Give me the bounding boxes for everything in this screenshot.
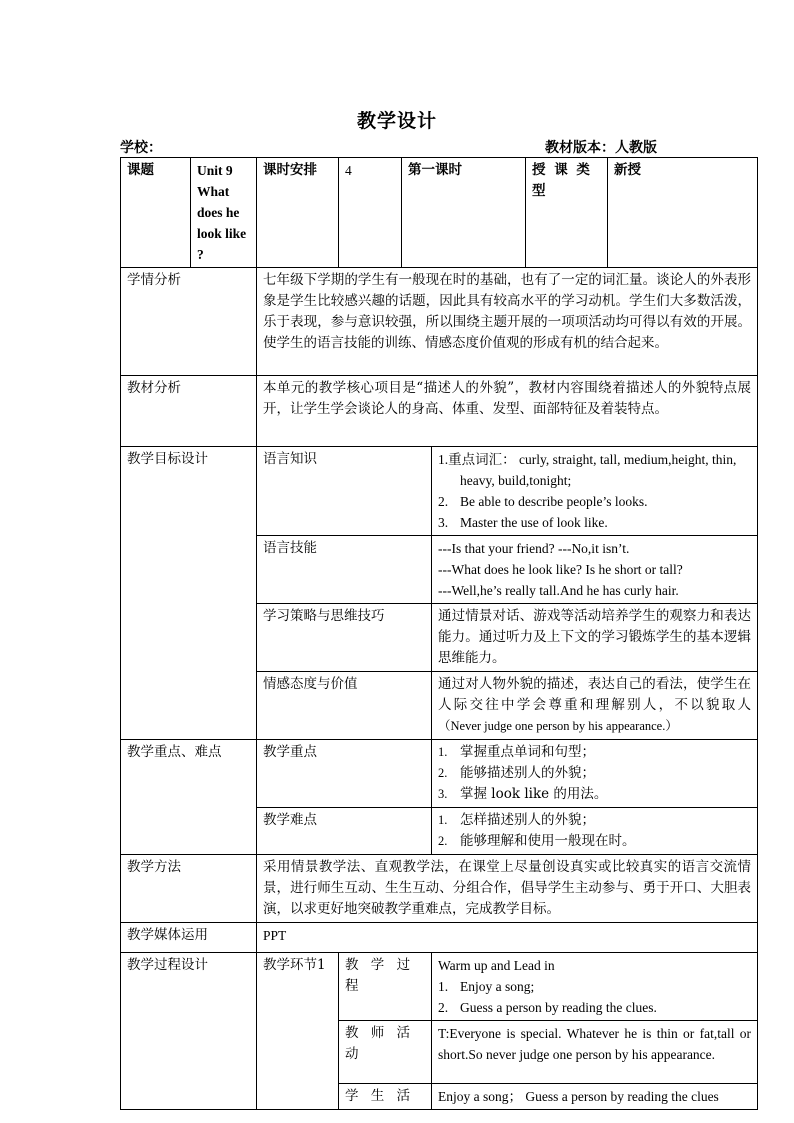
emotion-text-en: （Never judge one person by his appearance.）	[438, 719, 678, 733]
step-title: Warm up and Lead in	[438, 958, 555, 973]
edition-label: 教材版本：人教版	[545, 140, 657, 156]
student-analysis-label: 学情分析	[121, 268, 257, 376]
process-label: 教学过程设计	[121, 953, 257, 1110]
method-label: 教学方法	[121, 855, 257, 923]
teacher-activity-label: 教 师 活动	[339, 1021, 432, 1084]
skill-cell	[432, 536, 758, 604]
topic-value: Unit 9 What does he look like ?	[191, 158, 257, 268]
header-row	[121, 158, 758, 268]
type-value: 新授	[608, 158, 758, 268]
lesson-plan-table	[120, 157, 758, 1110]
skill-label: 语言技能	[257, 536, 432, 604]
knowledge-item: 1.重点词汇： curly, straight, tall, medium,height, thin, heavy, build,tonight;	[438, 452, 737, 488]
material-analysis-text: 本单元的教学核心项目是“描述人的外貌”，教材内容围绕着描述人的外貌特点展开，让学生学会谈论人的身高、体重、发型、面部特征及着装特点。	[257, 376, 758, 447]
school-label: 学校：	[120, 140, 162, 156]
key-cell	[432, 740, 758, 808]
key-item: 3. 掌握 look like 的用法。	[438, 786, 608, 802]
emotion-text: 通过对人物外貌的描述，表达自己的看法，使学生在人际交往中学会尊重和理解别人，不以貌取人	[438, 676, 751, 713]
goals-label: 教学目标设计	[121, 447, 257, 740]
skill-line: ---Well,he’s really tall.And he has curly hair.	[438, 583, 679, 598]
step-item: 1. Enjoy a song;	[438, 979, 535, 994]
stage-label: 教学环节1	[257, 953, 339, 1110]
media-value: PPT	[257, 923, 758, 953]
key-point-row	[121, 740, 758, 808]
method-text: 采用情景教学法、直观教学法，在课堂上尽量创设真实或比较真实的语言交流情景，进行师生互动、生生互动、分组合作，倡导学生主动参与、勇于开口、大胆表演，以求更好地突破教学重难点，完成教学目标。	[257, 855, 758, 923]
strategy-label: 学习策略与思维技巧	[257, 604, 432, 672]
knowledge-cell	[432, 447, 758, 536]
goal-knowledge-row	[121, 447, 758, 536]
key-label: 教学重点	[257, 740, 432, 808]
emotion-label: 情感态度与价值	[257, 672, 432, 740]
difficult-item: 1. 怎样描述别人的外貌；	[438, 812, 595, 828]
strategy-text: 通过情景对话、游戏等活动培养学生的观察力和表达能力。通过听力及上下文的学习锻炼学生的基本逻辑思维能力。	[432, 604, 758, 672]
step-item: 2. Guess a person by reading the clues.	[438, 1000, 657, 1015]
type-label: 授 课 类型	[526, 158, 608, 268]
schedule-label: 课时安排	[257, 158, 339, 268]
step-cell	[432, 953, 758, 1021]
student-activity-label: 学 生 活	[339, 1084, 432, 1110]
key-item: 1. 掌握重点单词和句型；	[438, 744, 595, 760]
process-step-row	[121, 953, 758, 1021]
media-label: 教学媒体运用	[121, 923, 257, 953]
emotion-cell	[432, 672, 758, 740]
key-item: 2. 能够描述别人的外貌；	[438, 765, 595, 781]
skill-line: ---What does he look like? Is he short or tall?	[438, 562, 683, 577]
topic-label: 课题	[121, 158, 191, 268]
lesson-label: 第一课时	[402, 158, 526, 268]
student-activity-text: Enjoy a song； Guess a person by reading the clues	[432, 1084, 758, 1110]
material-analysis-row	[121, 376, 758, 447]
media-row	[121, 923, 758, 953]
material-analysis-label: 教材分析	[121, 376, 257, 447]
page-title: 教学设计	[356, 110, 437, 132]
teacher-activity-text: T:Everyone is special. Whatever he is thin or fat,tall or short.So never judge one person by his appearance.	[432, 1021, 758, 1084]
method-row	[121, 855, 758, 923]
skill-line: ---Is that your friend? ---No,it isn’t.	[438, 541, 630, 556]
keypoints-label: 教学重点、难点	[121, 740, 257, 855]
difficult-label: 教学难点	[257, 808, 432, 855]
difficult-item: 2. 能够理解和使用一般现在时。	[438, 833, 636, 849]
step-label: 教 学 过程	[339, 953, 432, 1021]
knowledge-label: 语言知识	[257, 447, 432, 536]
knowledge-item: 3. Master the use of look like.	[438, 515, 608, 530]
knowledge-item: 2. Be able to describe people’s looks.	[438, 494, 648, 509]
student-analysis-text: 七年级下学期的学生有一般现在时的基础，也有了一定的词汇量。谈论人的外表形象是学生比较感兴趣的话题，因此具有较高水平的学习动机。学生们大多数活泼，乐于表现，参与意识较强，所以围绕主题开展的一项项活动均可得以有效的开展。使学生的语言技能的训练、情感态度价值观的形成有机的结合起来。	[257, 268, 758, 376]
difficult-cell	[432, 808, 758, 855]
schedule-value: 4	[339, 158, 402, 268]
student-analysis-row	[121, 268, 758, 376]
